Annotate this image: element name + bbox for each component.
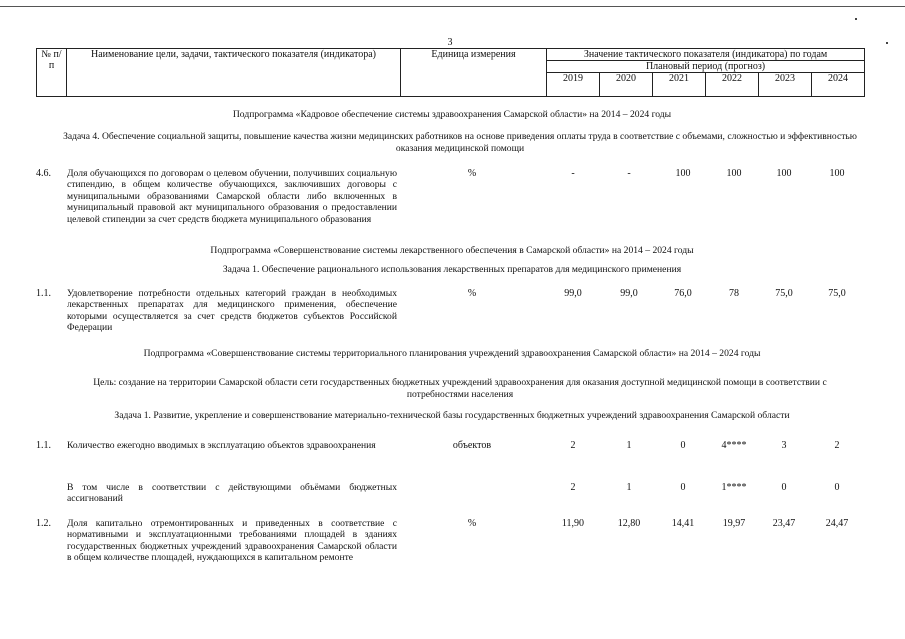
header-year: 2023 xyxy=(759,73,812,97)
header-col-unit: Единица измерения xyxy=(401,49,547,97)
task-heading: Задача 1. Обеспечение рационального использования лекарственных препаратов для медицинского применения xyxy=(222,264,682,275)
header-year: 2020 xyxy=(600,73,653,97)
row-value-2019: 2 xyxy=(570,482,576,493)
scan-top-rule xyxy=(0,6,905,7)
row-value-2023: 100 xyxy=(776,168,792,179)
row-value-2022: 4**** xyxy=(721,440,747,451)
header-table xyxy=(36,48,865,97)
header-col-values: Значение тактического показателя (индикатора) по годам xyxy=(547,49,865,61)
header-year: 2019 xyxy=(547,73,600,97)
row-value-2023: 0 xyxy=(781,482,787,493)
row-value-2020: 99,0 xyxy=(620,288,638,299)
row-value-2024: 0 xyxy=(834,482,840,493)
header-col-number: № п/п xyxy=(37,49,67,97)
row-value-2024: 2 xyxy=(834,440,840,451)
row-value-2021: 76,0 xyxy=(674,288,692,299)
task-heading: Задача 4. Обеспечение социальной защиты, повышение качества жизни медицинских работников на основе приведения оплаты труда в соответствие с объемами, сложностью и эффективностью оказания медицинской помощи xyxy=(63,131,857,154)
row-unit: % xyxy=(467,168,477,179)
subprogram-heading: Подпрограмма «Совершенствование системы территориального планирования учреждений здравоохранения Самарской области» на 2014 – 2024 годы xyxy=(143,348,761,359)
row-value-2020: 12,80 xyxy=(617,518,641,529)
row-description: Доля обучающихся по договорам о целевом обучении, получивших социальную стипендию, в общем количестве обучающихся, заключивших договоры с муниципальными образованиями Самарской области либо включенных в муниципальный правовой акт муниципального образования о предоставлении целевой стипендии за счет средств бюджета муниципального образования xyxy=(67,168,397,225)
row-number: 1.2. xyxy=(36,518,51,529)
row-value-2020: 1 xyxy=(626,482,632,493)
page-number: 3 xyxy=(447,37,453,48)
row-description: Удовлетворение потребности отдельных категорий граждан в необходимых лекарственных препаратах для медицинского применения, обеспечение которыми осуществляется за счет средств бюджетов субъектов Российской Федерации xyxy=(67,288,397,334)
row-value-2019: 2 xyxy=(570,440,576,451)
row-value-2019: 11,90 xyxy=(561,518,585,529)
row-value-2021: 14,41 xyxy=(671,518,695,529)
row-unit: % xyxy=(467,518,477,529)
header-col-plan: Плановый период (прогноз) xyxy=(547,61,865,73)
row-value-2020: - xyxy=(627,168,631,179)
row-value-2019: 99,0 xyxy=(564,288,582,299)
subprogram-heading: Подпрограмма «Кадровое обеспечение системы здравоохранения Самарской области» на 2014 – 2024 годы xyxy=(232,109,672,120)
scan-speck xyxy=(886,42,888,44)
row-value-2024: 100 xyxy=(829,168,845,179)
row-value-2024: 24,47 xyxy=(825,518,849,529)
row-value-2021: 100 xyxy=(675,168,691,179)
header-year: 2022 xyxy=(706,73,759,97)
row-description: Доля капитально отремонтированных и приведенных в соответствие с нормативными и эксплуатационными требованиями площадей в зданиях государственных бюджетных учреждений здравоохранения Самарской области в общем количестве площадей, нуждающихся в капитальном ремонте xyxy=(67,518,397,564)
scan-speck xyxy=(855,18,857,20)
row-number: 1.1. xyxy=(36,440,51,451)
row-value-2023: 3 xyxy=(781,440,787,451)
row-value-2022: 1**** xyxy=(721,482,747,493)
row-unit: объектов xyxy=(452,440,492,451)
goal-heading: Цель: создание на территории Самарской области сети государственных бюджетных учреждений здравоохранения для оказания доступной медицинской помощи в соответствии с потребностями населения xyxy=(93,377,827,400)
row-description: Количество ежегодно вводимых в эксплуатацию объектов здравоохранения xyxy=(67,440,376,451)
row-number: 1.1. xyxy=(36,288,51,299)
row-value-2022: 78 xyxy=(729,288,739,299)
row-value-2023: 23,47 xyxy=(772,518,796,529)
row-value-2020: 1 xyxy=(626,440,632,451)
row-value-2024: 75,0 xyxy=(828,288,846,299)
header-year: 2021 xyxy=(653,73,706,97)
header-year: 2024 xyxy=(812,73,865,97)
row-value-2021: 0 xyxy=(680,440,686,451)
header-col-name: Наименование цели, задачи, тактического показателя (индикатора) xyxy=(67,49,401,97)
row-value-2023: 75,0 xyxy=(775,288,793,299)
row-value-2019: - xyxy=(571,168,575,179)
row-value-2022: 100 xyxy=(726,168,742,179)
row-unit: % xyxy=(467,288,477,299)
row-number: 4.6. xyxy=(36,168,51,179)
row-value-2021: 0 xyxy=(680,482,686,493)
subprogram-heading: Подпрограмма «Совершенствование системы лекарственного обеспечения в Самарской области» на 2014 – 2024 годы xyxy=(210,245,694,256)
row-value-2022: 19,97 xyxy=(722,518,746,529)
row-description: В том числе в соответствии с действующими объёмами бюджетных ассигнований xyxy=(67,482,397,505)
task-heading: Задача 1. Развитие, укрепление и совершенствование материально-технической базы государственных бюджетных учреждений здравоохранения Самарской области xyxy=(114,410,790,421)
